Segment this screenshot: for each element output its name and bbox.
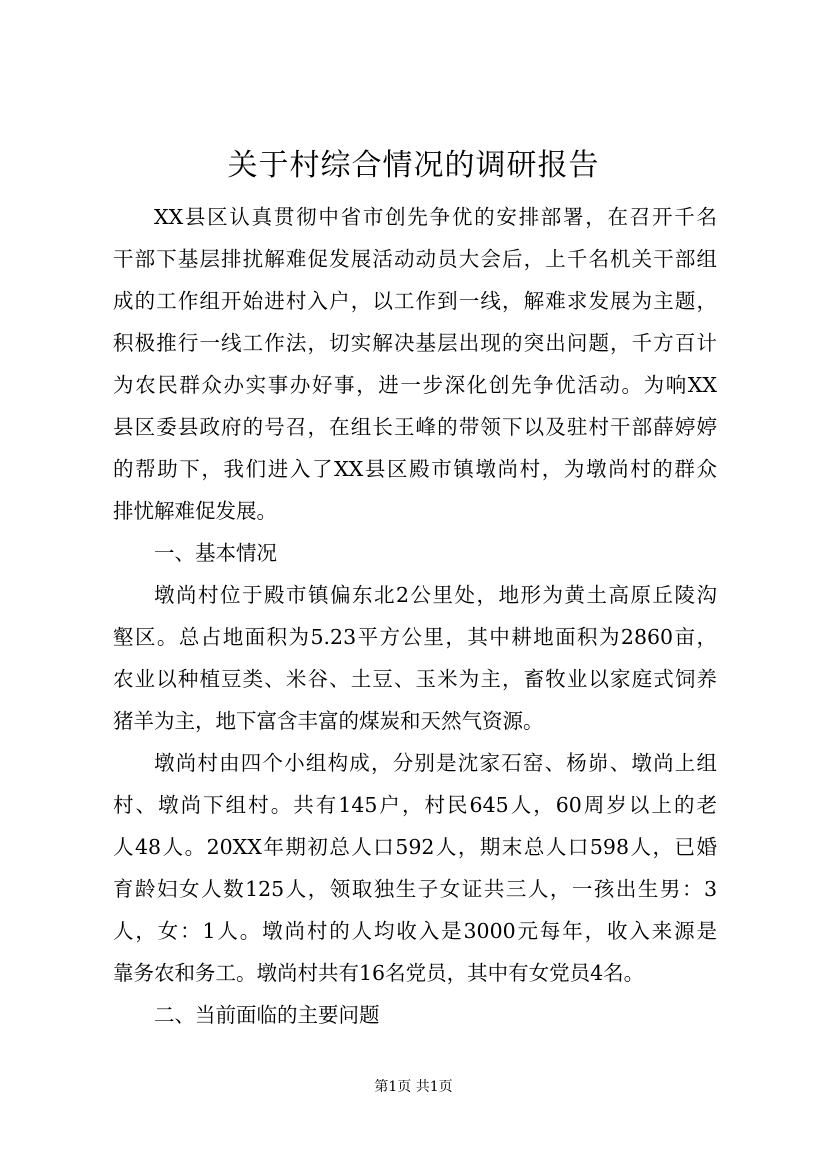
text-line: 农业以种植豆类、米谷、土豆、玉米为主，畜牧业以家庭式饲养 <box>113 667 717 691</box>
text-line: 成的工作组开始进村入户，以工作到一线，解难求发展为主题， <box>113 289 717 313</box>
text-line: 育龄妇女人数125人，领取独生子女证共三人，一孩出生男：3 <box>113 877 717 901</box>
text-line: 干部下基层排扰解难促发展活动动员大会后，上千名机关干部组 <box>113 247 717 271</box>
text-line: 人48人。20XX年期初总人口592人，期末总人口598人，已婚 <box>113 835 717 859</box>
section-heading-main-problems: 二、当前面临的主要问题 <box>154 1003 380 1027</box>
page-footer: 第1页 共1页 <box>374 1079 453 1095</box>
text-line: 墩尚村位于殿市镇偏东北2公里处，地形为黄土高原丘陵沟 <box>154 583 717 607</box>
paragraph-intro <box>113 196 717 532</box>
text-line: XX县区认真贯彻中省市创先争优的安排部署，在召开千名 <box>154 205 717 229</box>
text-line: 壑区。总占地面积为5.23平方公里，其中耕地面积为2860亩， <box>113 625 717 649</box>
text-line: 排忧解难促发展。 <box>113 499 277 523</box>
text-line: 积极推行一线工作法，切实解决基层出现的突出问题，千方百计 <box>113 331 717 355</box>
text-line: 为农民群众办实事办好事，进一步深化创先争优活动。为响XX <box>113 373 717 397</box>
text-line: 的帮助下，我们进入了XX县区殿市镇墩尚村，为墩尚村的群众 <box>113 457 717 481</box>
paragraph-location <box>113 574 717 742</box>
text-line: 墩尚村由四个小组构成，分别是沈家石窑、杨峁、墩尚上组 <box>154 751 717 775</box>
section-heading-basic-info: 一、基本情况 <box>154 541 277 565</box>
document-title: 关于村综合情况的调研报告 <box>227 148 600 183</box>
text-line: 人，女：1人。墩尚村的人均收入是3000元每年，收入来源是 <box>113 919 717 943</box>
text-line: 猪羊为主，地下富含丰富的煤炭和天然气资源。 <box>113 709 544 733</box>
text-line: 靠务农和务工。墩尚村共有16名党员，其中有女党员4名。 <box>113 961 645 985</box>
text-line: 村、墩尚下组村。共有145户，村民645人，60周岁以上的老 <box>113 793 717 817</box>
document-body <box>113 196 717 1036</box>
paragraph-population <box>113 742 717 994</box>
text-line: 县区委县政府的号召，在组长王峰的带领下以及驻村干部薛婷婷 <box>113 415 717 439</box>
